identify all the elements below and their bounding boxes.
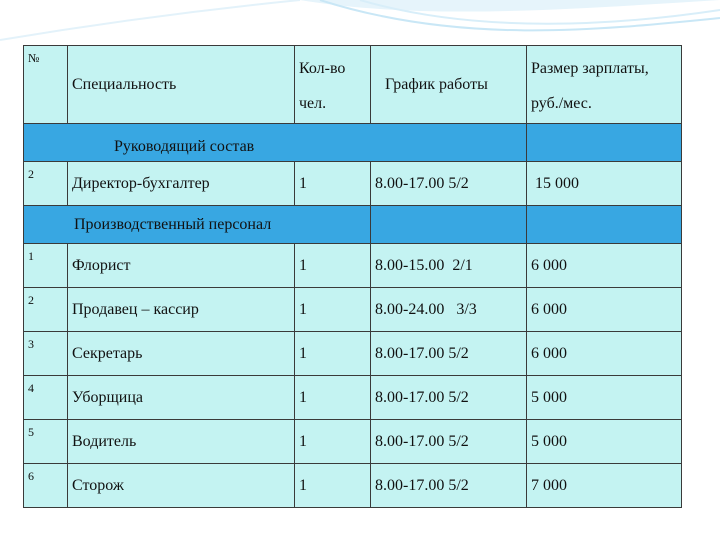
- row-count: 1: [295, 332, 371, 376]
- section-row-production: [24, 206, 682, 244]
- header-specialty: Специальность: [68, 46, 295, 124]
- header-schedule: График работы: [371, 46, 527, 124]
- row-schedule: 8.00-17.00 5/2: [371, 376, 527, 420]
- section-production-empty-2: [527, 206, 682, 244]
- section-management-empty: [527, 124, 682, 162]
- row-salary: 6 000: [527, 288, 682, 332]
- row-title: Директор-бухгалтер: [68, 162, 295, 206]
- header-count: [295, 46, 371, 124]
- table-header-row: [24, 46, 682, 124]
- row-title: Водитель: [68, 420, 295, 464]
- row-schedule: 8.00-17.00 5/2: [371, 464, 527, 508]
- staff-table: [23, 45, 682, 508]
- row-salary: 6 000: [527, 244, 682, 288]
- row-title: Продавец – кассир: [68, 288, 295, 332]
- section-production-label: Производственный персонал: [24, 206, 371, 244]
- row-schedule: 8.00-15.00 2/1: [371, 244, 527, 288]
- row-title: Секретарь: [68, 332, 295, 376]
- table-row: [24, 288, 682, 332]
- table-row: [24, 244, 682, 288]
- row-count: 1: [295, 244, 371, 288]
- table-row: [24, 332, 682, 376]
- row-title: Флорист: [68, 244, 295, 288]
- row-num: 3: [24, 332, 68, 376]
- row-count: 1: [295, 420, 371, 464]
- row-num: 1: [24, 244, 68, 288]
- row-salary: 5 000: [527, 420, 682, 464]
- header-count-line2: чел.: [299, 95, 327, 112]
- section-production-empty-1: [371, 206, 527, 244]
- table-row: [24, 162, 682, 206]
- row-salary: 5 000: [527, 376, 682, 420]
- row-schedule: 8.00-17.00 5/2: [371, 420, 527, 464]
- header-count-line1: Кол-во: [299, 60, 346, 77]
- header-salary-line1: Размер зарплаты,: [531, 60, 649, 77]
- header-salary-line2: руб./мес.: [531, 95, 592, 112]
- row-title: Уборщица: [68, 376, 295, 420]
- table-row: [24, 464, 682, 508]
- row-count: 1: [295, 288, 371, 332]
- row-schedule: 8.00-24.00 3/3: [371, 288, 527, 332]
- row-num: 2: [24, 162, 68, 206]
- section-row-management: [24, 124, 682, 162]
- row-salary: 15 000: [527, 162, 682, 206]
- row-salary: 7 000: [527, 464, 682, 508]
- row-num: 5: [24, 420, 68, 464]
- row-salary: 6 000: [527, 332, 682, 376]
- section-management-label: Руководящий состав: [24, 124, 527, 162]
- row-count: 1: [295, 464, 371, 508]
- row-num: 6: [24, 464, 68, 508]
- header-salary: [527, 46, 682, 124]
- row-count: 1: [295, 162, 371, 206]
- row-title: Сторож: [68, 464, 295, 508]
- row-count: 1: [295, 376, 371, 420]
- row-schedule: 8.00-17.00 5/2: [371, 162, 527, 206]
- table-row: [24, 376, 682, 420]
- row-num: 2: [24, 288, 68, 332]
- header-num: №: [24, 46, 68, 124]
- row-schedule: 8.00-17.00 5/2: [371, 332, 527, 376]
- row-num: 4: [24, 376, 68, 420]
- table-row: [24, 420, 682, 464]
